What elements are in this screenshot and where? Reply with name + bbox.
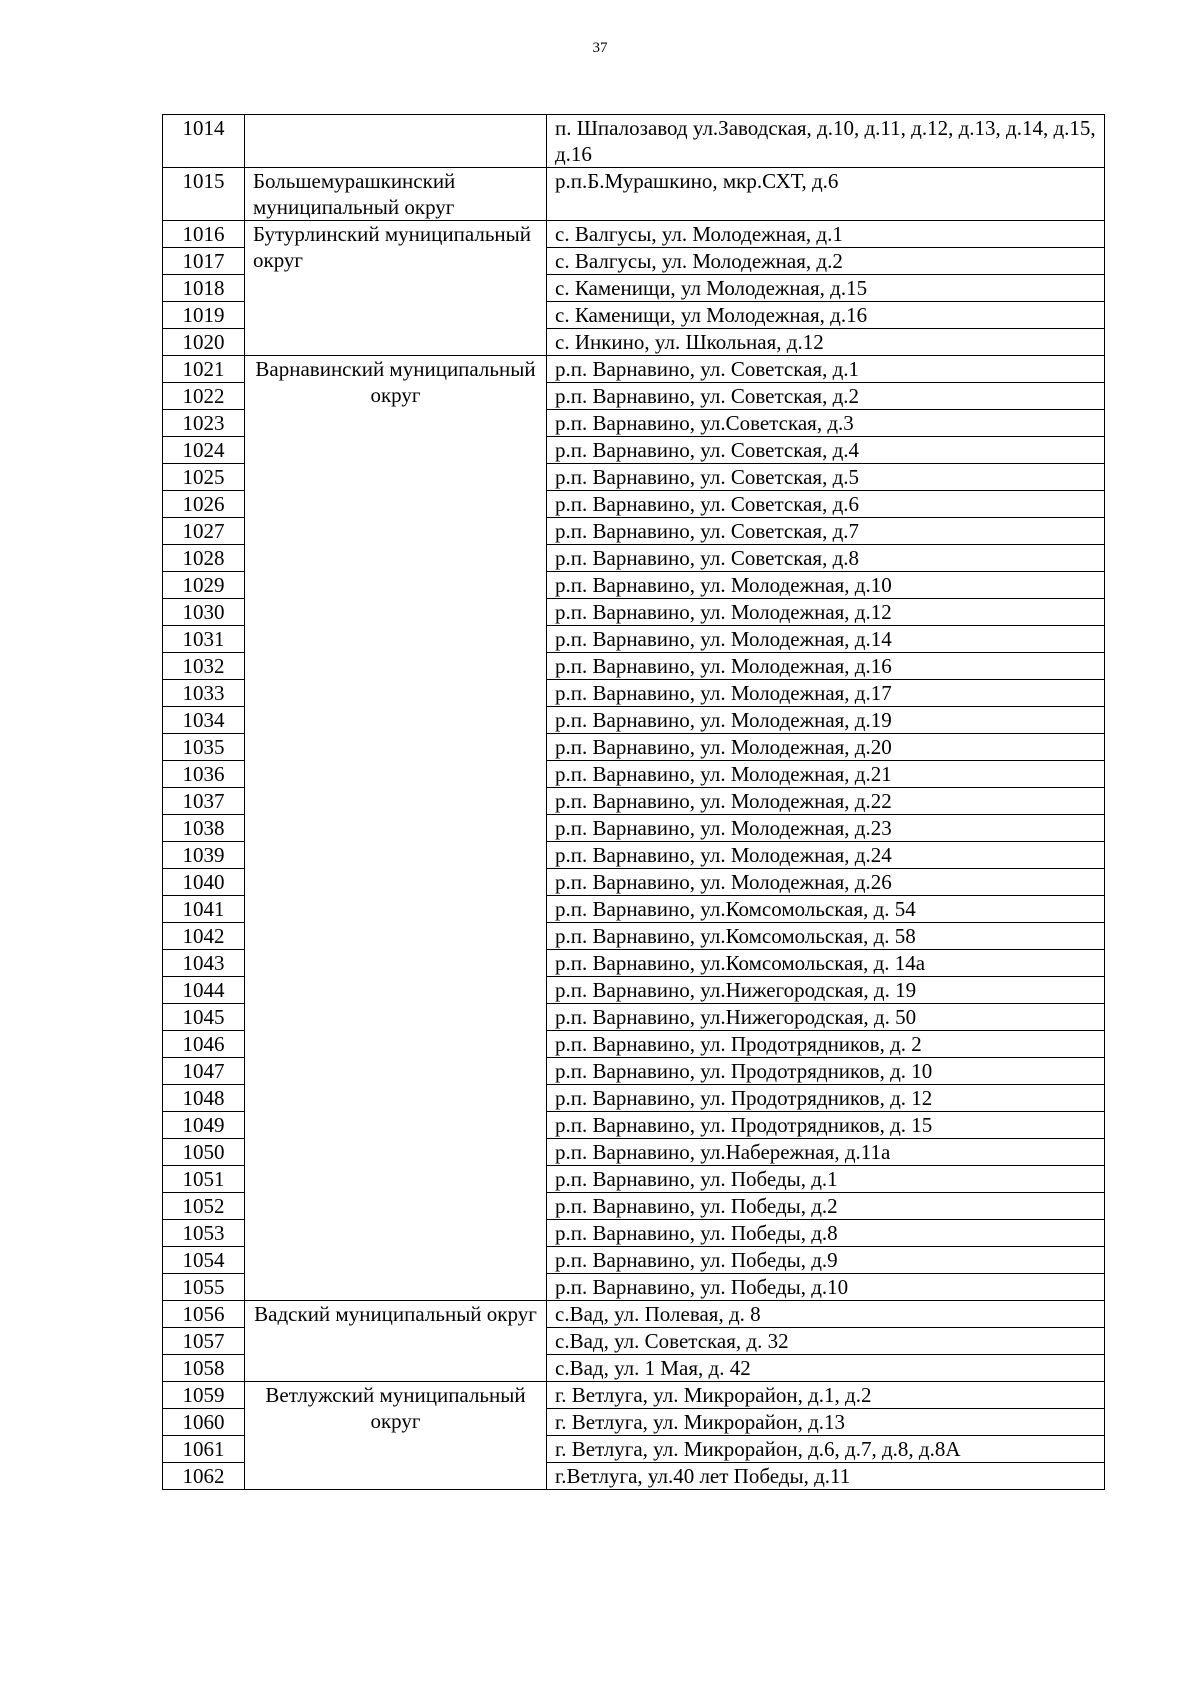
address-cell: р.п. Варнавино, ул. Советская, д.1 <box>547 356 1105 383</box>
address-cell: р.п. Варнавино, ул. Советская, д.4 <box>547 437 1105 464</box>
district-cell: Варнавинский муниципальный округ <box>245 356 547 1301</box>
row-number: 1040 <box>163 869 245 896</box>
address-cell: р.п. Варнавино, ул. Молодежная, д.10 <box>547 572 1105 599</box>
row-number: 1057 <box>163 1328 245 1355</box>
row-number: 1043 <box>163 950 245 977</box>
row-number: 1060 <box>163 1409 245 1436</box>
table-row <box>163 221 1105 248</box>
address-cell: р.п. Варнавино, ул. Советская, д.5 <box>547 464 1105 491</box>
address-cell: р.п. Варнавино, ул. Победы, д.2 <box>547 1193 1105 1220</box>
address-cell: р.п. Варнавино, ул. Продотрядников, д. 12 <box>547 1085 1105 1112</box>
row-number: 1053 <box>163 1220 245 1247</box>
row-number: 1022 <box>163 383 245 410</box>
row-number: 1034 <box>163 707 245 734</box>
row-number: 1041 <box>163 896 245 923</box>
row-number: 1021 <box>163 356 245 383</box>
row-number: 1062 <box>163 1463 245 1490</box>
row-number: 1015 <box>163 168 245 221</box>
address-cell: р.п. Варнавино, ул. Молодежная, д.16 <box>547 653 1105 680</box>
row-number: 1059 <box>163 1382 245 1409</box>
address-cell: р.п. Варнавино, ул. Молодежная, д.12 <box>547 599 1105 626</box>
row-number: 1050 <box>163 1139 245 1166</box>
address-cell: р.п. Варнавино, ул. Советская, д.2 <box>547 383 1105 410</box>
row-number: 1014 <box>163 115 245 168</box>
address-cell: р.п. Варнавино, ул.Комсомольская, д. 14а <box>547 950 1105 977</box>
row-number: 1016 <box>163 221 245 248</box>
district-cell: Большемурашкинский муниципальный округ <box>245 168 547 221</box>
address-table <box>162 114 1105 1490</box>
address-table-body <box>163 115 1105 1490</box>
address-cell: р.п. Варнавино, ул. Молодежная, д.19 <box>547 707 1105 734</box>
address-cell: с. Валгусы, ул. Молодежная, д.1 <box>547 221 1105 248</box>
address-cell: р.п. Варнавино, ул.Комсомольская, д. 58 <box>547 923 1105 950</box>
row-number: 1044 <box>163 977 245 1004</box>
table-row <box>163 1301 1105 1328</box>
address-cell: р.п. Варнавино, ул. Молодежная, д.17 <box>547 680 1105 707</box>
address-cell: р.п. Варнавино, ул. Молодежная, д.20 <box>547 734 1105 761</box>
row-number: 1035 <box>163 734 245 761</box>
address-cell: р.п. Варнавино, ул.Набережная, д.11а <box>547 1139 1105 1166</box>
address-cell: с.Вад, ул. Советская, д. 32 <box>547 1328 1105 1355</box>
address-cell: с. Каменищи, ул Молодежная, д.16 <box>547 302 1105 329</box>
row-number: 1038 <box>163 815 245 842</box>
district-cell: Бутурлинский муниципальный округ <box>245 221 547 356</box>
address-cell: р.п. Варнавино, ул. Продотрядников, д. 15 <box>547 1112 1105 1139</box>
address-cell: р.п. Варнавино, ул. Советская, д.6 <box>547 491 1105 518</box>
address-cell: р.п. Варнавино, ул.Нижегородская, д. 19 <box>547 977 1105 1004</box>
address-cell: с. Каменищи, ул Молодежная, д.15 <box>547 275 1105 302</box>
table-row <box>163 168 1105 221</box>
row-number: 1028 <box>163 545 245 572</box>
address-cell: р.п. Варнавино, ул. Советская, д.8 <box>547 545 1105 572</box>
address-cell: г. Ветлуга, ул. Микрорайон, д.1, д.2 <box>547 1382 1105 1409</box>
table-row <box>163 1382 1105 1409</box>
row-number: 1042 <box>163 923 245 950</box>
address-cell: р.п. Варнавино, ул.Советская, д.3 <box>547 410 1105 437</box>
address-cell: р.п. Варнавино, ул.Комсомольская, д. 54 <box>547 896 1105 923</box>
row-number: 1054 <box>163 1247 245 1274</box>
address-cell: р.п. Варнавино, ул. Победы, д.8 <box>547 1220 1105 1247</box>
address-cell: р.п.Б.Мурашкино, мкр.СХТ, д.6 <box>547 168 1105 221</box>
address-cell: р.п. Варнавино, ул. Продотрядников, д. 10 <box>547 1058 1105 1085</box>
row-number: 1052 <box>163 1193 245 1220</box>
address-cell: р.п. Варнавино, ул. Победы, д.9 <box>547 1247 1105 1274</box>
address-cell: р.п. Варнавино, ул. Молодежная, д.24 <box>547 842 1105 869</box>
address-cell: с. Валгусы, ул. Молодежная, д.2 <box>547 248 1105 275</box>
address-cell: с.Вад, ул. 1 Мая, д. 42 <box>547 1355 1105 1382</box>
address-cell: п. Шпалозавод ул.Заводская, д.10, д.11, д.12, д.13, д.14, д.15, д.16 <box>547 115 1105 168</box>
address-cell: р.п. Варнавино, ул. Молодежная, д.23 <box>547 815 1105 842</box>
row-number: 1029 <box>163 572 245 599</box>
district-cell: Вадский муниципальный округ <box>245 1301 547 1382</box>
row-number: 1049 <box>163 1112 245 1139</box>
address-cell: р.п. Варнавино, ул. Молодежная, д.21 <box>547 761 1105 788</box>
row-number: 1025 <box>163 464 245 491</box>
address-cell: р.п. Варнавино, ул. Молодежная, д.26 <box>547 869 1105 896</box>
row-number: 1033 <box>163 680 245 707</box>
row-number: 1047 <box>163 1058 245 1085</box>
table-row <box>163 356 1105 383</box>
row-number: 1039 <box>163 842 245 869</box>
row-number: 1030 <box>163 599 245 626</box>
address-cell: г. Ветлуга, ул. Микрорайон, д.13 <box>547 1409 1105 1436</box>
row-number: 1037 <box>163 788 245 815</box>
address-cell: р.п. Варнавино, ул. Советская, д.7 <box>547 518 1105 545</box>
address-cell: с.Вад, ул. Полевая, д. 8 <box>547 1301 1105 1328</box>
row-number: 1048 <box>163 1085 245 1112</box>
row-number: 1051 <box>163 1166 245 1193</box>
address-cell: р.п. Варнавино, ул. Победы, д.10 <box>547 1274 1105 1301</box>
address-cell: г.Ветлуга, ул.40 лет Победы, д.11 <box>547 1463 1105 1490</box>
row-number: 1056 <box>163 1301 245 1328</box>
row-number: 1024 <box>163 437 245 464</box>
row-number: 1018 <box>163 275 245 302</box>
row-number: 1031 <box>163 626 245 653</box>
row-number: 1046 <box>163 1031 245 1058</box>
row-number: 1061 <box>163 1436 245 1463</box>
district-cell <box>245 115 547 168</box>
address-cell: р.п. Варнавино, ул. Молодежная, д.22 <box>547 788 1105 815</box>
row-number: 1027 <box>163 518 245 545</box>
page-number: 37 <box>592 40 608 56</box>
address-cell: р.п. Варнавино, ул. Победы, д.1 <box>547 1166 1105 1193</box>
row-number: 1019 <box>163 302 245 329</box>
row-number: 1020 <box>163 329 245 356</box>
row-number: 1023 <box>163 410 245 437</box>
district-cell: Ветлужский муниципальный округ <box>245 1382 547 1490</box>
address-cell: г. Ветлуга, ул. Микрорайон, д.6, д.7, д.8, д.8А <box>547 1436 1105 1463</box>
address-cell: р.п. Варнавино, ул. Молодежная, д.14 <box>547 626 1105 653</box>
row-number: 1036 <box>163 761 245 788</box>
address-cell: с. Инкино, ул. Школьная, д.12 <box>547 329 1105 356</box>
address-cell: р.п. Варнавино, ул.Нижегородская, д. 50 <box>547 1004 1105 1031</box>
row-number: 1017 <box>163 248 245 275</box>
table-row <box>163 115 1105 168</box>
row-number: 1026 <box>163 491 245 518</box>
row-number: 1058 <box>163 1355 245 1382</box>
row-number: 1032 <box>163 653 245 680</box>
row-number: 1055 <box>163 1274 245 1301</box>
address-cell: р.п. Варнавино, ул. Продотрядников, д. 2 <box>547 1031 1105 1058</box>
row-number: 1045 <box>163 1004 245 1031</box>
